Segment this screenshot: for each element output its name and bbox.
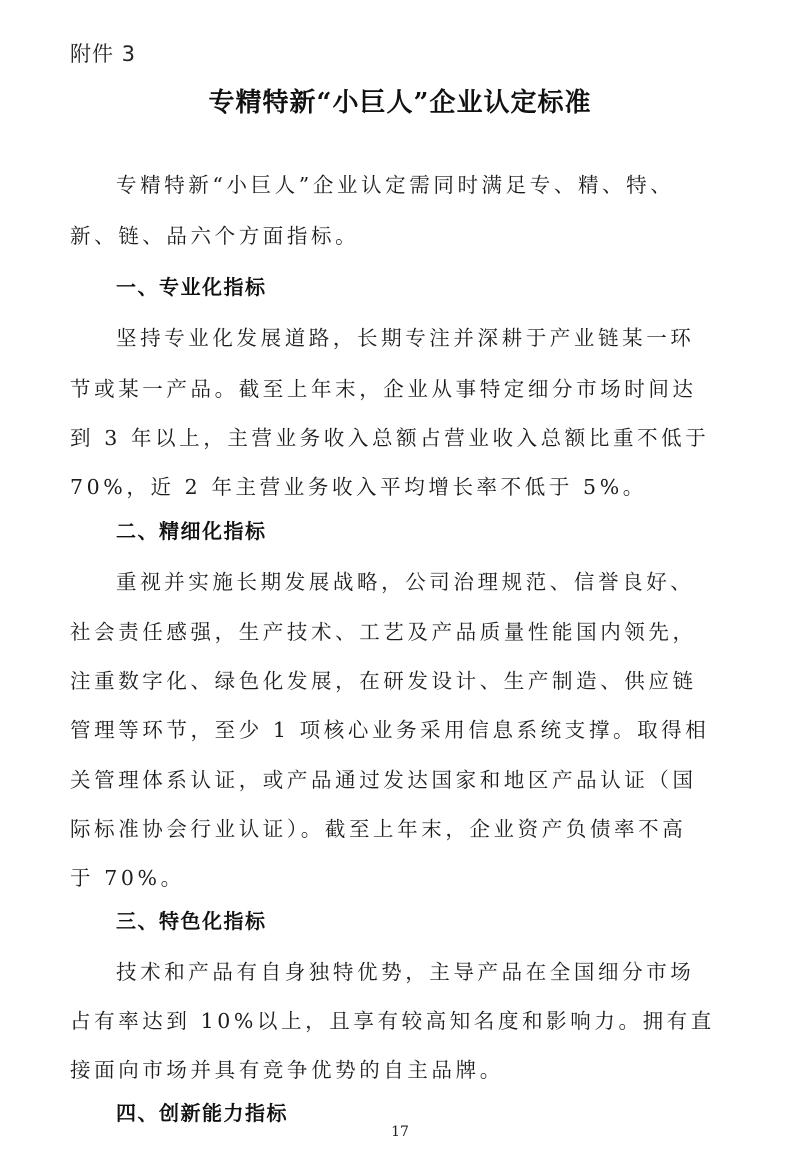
section-1-line: 到 3 年以上，主营业务收入总额占营业收入总额比重不低于: [70, 426, 710, 450]
section-1-line: 坚持专业化发展道路，长期专注并深耕于产业链某一环: [116, 326, 695, 350]
section-heading-innovation: 四、创新能力指标: [116, 1101, 288, 1125]
section-2-line: 际标准协会行业认证）。截至上年末，企业资产负债率不高: [70, 817, 687, 841]
section-2-line: 注重数字化、绿色化发展，在研发设计、生产制造、供应链: [70, 669, 697, 693]
section-heading-specialization: 一、专业化指标: [116, 275, 267, 299]
section-2-line: 关管理体系认证，或产品通过发达国家和地区产品认证（国: [70, 768, 697, 792]
section-3-line: 技术和产品有自身独特优势，主导产品在全国细分市场: [116, 960, 695, 984]
document-title: 专精特新“小巨人”企业认定标准: [208, 88, 592, 118]
section-3-line: 接面向市场并具有竞争优势的自主品牌。: [70, 1058, 504, 1082]
section-1-line: 节或某一产品。截至上年末，企业从事特定细分市场时间达: [70, 377, 697, 401]
page-number: 17: [391, 1124, 409, 1140]
section-heading-characteristic: 三、特色化指标: [116, 909, 267, 933]
section-3-line: 占有率达到 10%以上，且享有较高知名度和影响力。拥有直: [70, 1009, 715, 1033]
section-2-line: 管理等环节，至少 1 项核心业务采用信息系统支撑。取得相: [70, 718, 710, 742]
section-2-line: 社会责任感强，生产技术、工艺及产品质量性能国内领先，: [70, 620, 697, 644]
attachment-label: 附件 3: [70, 42, 137, 66]
section-2-line: 于 70%。: [70, 866, 185, 890]
intro-line: 专精特新“小巨人”企业认定需同时满足专、精、特、: [116, 173, 675, 197]
section-2-line: 重视并实施长期发展战略，公司治理规范、信誉良好、: [116, 570, 695, 594]
intro-line: 新、链、品六个方面指标。: [70, 224, 360, 248]
section-heading-refinement: 二、精细化指标: [116, 519, 267, 543]
section-1-line: 70%，近 2 年主营业务收入平均增长率不低于 5%。: [70, 475, 647, 499]
